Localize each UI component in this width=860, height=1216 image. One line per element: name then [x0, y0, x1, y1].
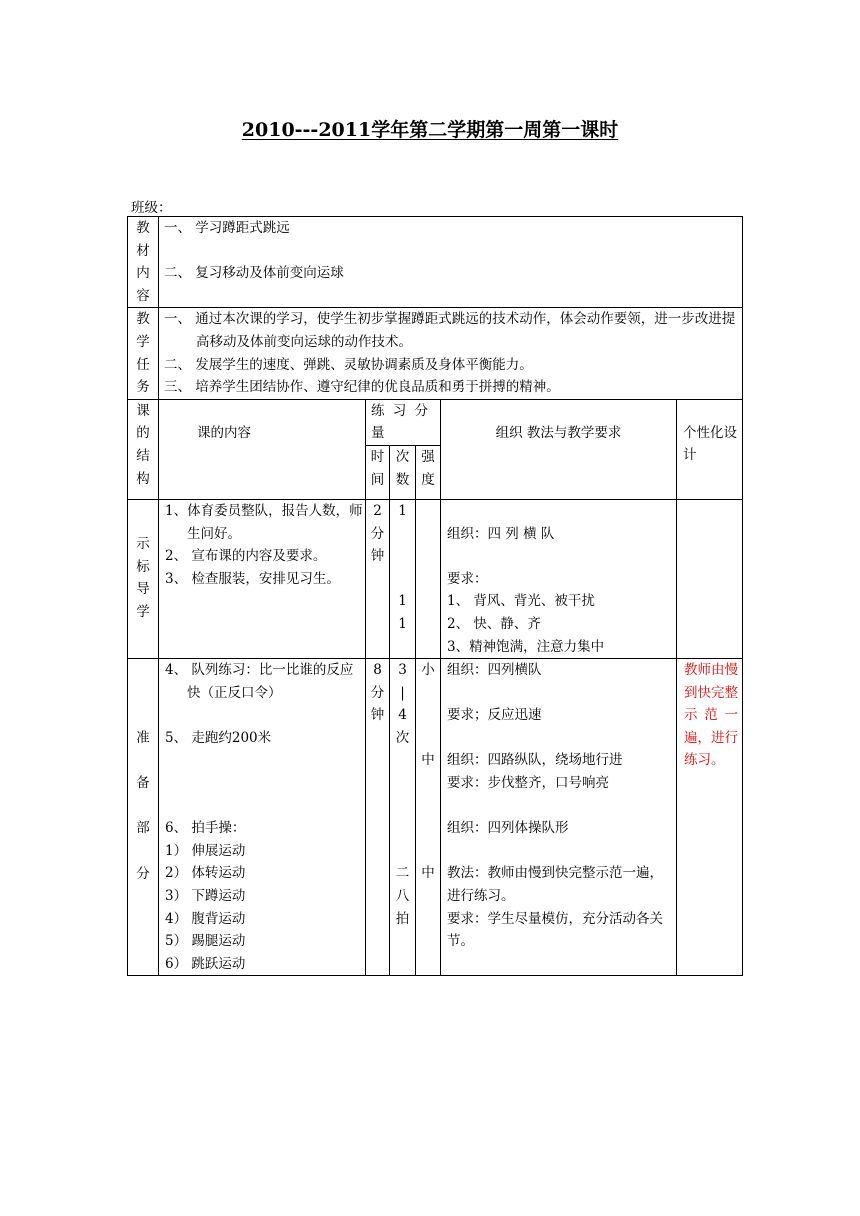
material-content [159, 217, 743, 308]
prep-count: 3 | 4 次 二 八 拍 [390, 659, 416, 976]
tasks-row [128, 308, 743, 399]
exercise-item: 3） 下蹲运动 [165, 888, 246, 905]
prep-intensity: 小 中 中 [416, 659, 441, 976]
prep-row [128, 659, 743, 976]
material-label: 教 材 内 容 [128, 217, 159, 308]
prep-content [159, 659, 366, 976]
header-content: 课的内容 [159, 399, 366, 499]
intro-content [159, 499, 366, 658]
header-time: 时 间 [366, 445, 390, 499]
intro-method [441, 499, 677, 658]
header-structure: 课 的 结 构 [128, 399, 159, 499]
intro-req-item: 3、精神饱满，注意力集中 [447, 638, 605, 655]
material-row [128, 217, 743, 308]
prep-item-5: 5、 走跑约200米 [165, 729, 272, 746]
material-item: 一、 学习蹲距式跳远 [164, 220, 290, 236]
class-label: 班级： [131, 200, 172, 216]
header-method: 组织 教法与教学要求 [441, 399, 677, 499]
intro-personal [677, 499, 743, 658]
tasks-label: 教 学 任 务 [128, 308, 159, 399]
prep-teach: 教法：教师由慢到快完整示范一遍，进行练习。 [447, 865, 663, 905]
material-item: 二、 复习移动及体前变向运球 [164, 265, 344, 282]
tasks-content [159, 308, 743, 399]
intro-item: 3、 检查服装，安排见习生。 [165, 570, 340, 587]
intro-item: 2、 宣布课的内容及要求。 [165, 548, 327, 565]
intro-label: 示 标 导 学 [128, 499, 159, 658]
exercise-item: 2） 体转运动 [165, 865, 246, 882]
header-practice: 练 习 分 量 [366, 399, 441, 445]
prep-org-3: 组织：四列体操队形 [447, 820, 569, 837]
lesson-plan-table [127, 216, 743, 976]
intro-req-item: 1、 背风、背光、被干扰 [447, 593, 595, 610]
intro-org: 组织：四 列 横 队 [447, 525, 555, 542]
exercise-item: 5） 踢腿运动 [165, 933, 246, 950]
prep-time: 8 分 钟 [366, 659, 390, 976]
intro-req: 要求： [447, 570, 488, 587]
intro-req-item: 2、 快、静、齐 [447, 615, 541, 632]
prep-org-2: 组织：四路纵队，绕场地行进 [447, 752, 623, 769]
header-intensity: 强 度 [416, 445, 441, 499]
prep-item-6: 6、 拍手操： [165, 820, 246, 837]
prep-personal: 教师由慢到快完整示范一遍，进行练习。 [677, 659, 743, 976]
header-personal: 个性化设计 [677, 399, 743, 499]
intro-intensity [416, 499, 441, 658]
prep-req-3: 要求：学生尽量模仿，充分活动各关节。 [447, 910, 663, 950]
header-count: 次 数 [390, 445, 416, 499]
prep-label: 准 备 部 分 [128, 659, 159, 976]
header-row [128, 399, 743, 445]
intro-row [128, 499, 743, 658]
prep-method [441, 659, 677, 976]
task-item: 三、 培养学生团结协作、遵守纪律的优良品质和勇于拼搏的精神。 [164, 379, 560, 396]
prep-item-4: 4、 队列练习：比一比谁的反应快（正反口令） [165, 662, 354, 701]
exercise-item: 4） 腹背运动 [165, 910, 246, 927]
intro-time: 2 分 钟 [366, 499, 390, 658]
page-title: 2010---2011学年第二学期第一周第一课时 [241, 119, 619, 141]
prep-org-1: 组织：四列横队 [447, 662, 542, 679]
intro-count: 1 1 1 [390, 499, 416, 658]
prep-req-2: 要求：步伐整齐，口号响亮 [447, 775, 609, 792]
exercise-item: 6） 跳跃运动 [165, 955, 246, 972]
task-item: 一、 通过本次课的学习，使学生初步掌握蹲距式跳远的技术动作，体会动作要领，进一步改进提高移动及体前变向运球的动作技术。 [164, 311, 736, 350]
prep-req-1: 要求；反应迅速 [447, 707, 542, 724]
intro-item: 1、体育委员整队，报告人数，师生问好。 [165, 502, 363, 542]
exercise-item: 1） 伸展运动 [165, 842, 246, 859]
task-item: 二、 发展学生的速度、弹跳、灵敏协调素质及身体平衡能力。 [164, 356, 533, 373]
